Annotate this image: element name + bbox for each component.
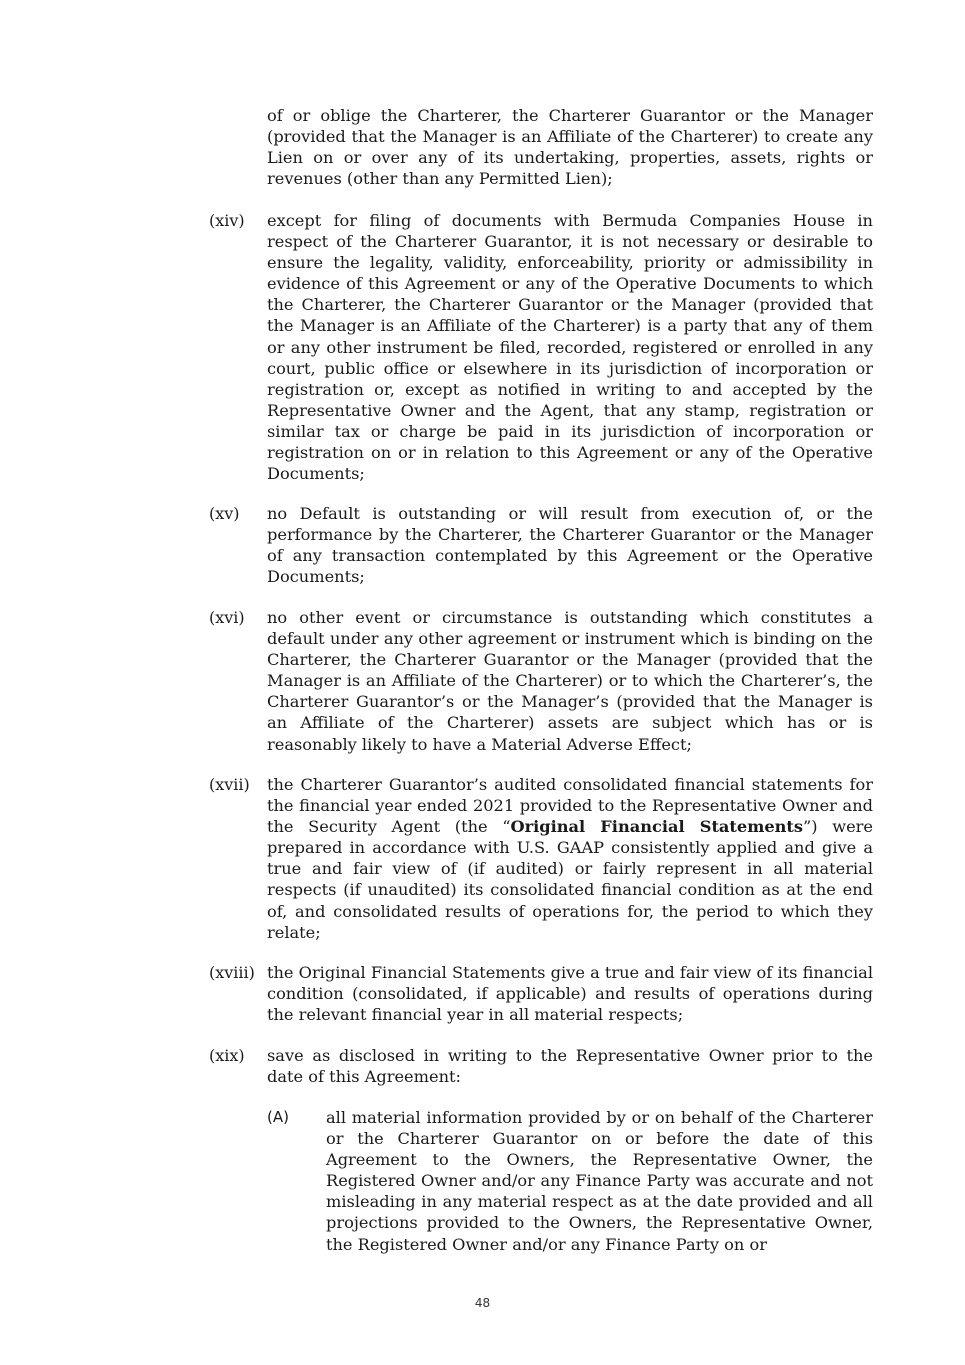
clause-text-xv: no Default is outstanding or will result from execution of, or the performance by the Charterer, the Charterer Guarantor or the Manager of any transaction contemplated by this Agreement or the Operative Documents; <box>267 504 873 587</box>
clause-text-xvii-before: the Charterer Guarantor’s audited consolidated financial statements for the financial year ended 2021 provided to the Representative Owner and the Security Agent (the “ <box>267 775 873 837</box>
clause-text-xvi: no other event or circumstance is outstanding which constitutes a default under any other agreement or instrument which is binding on the Charterer, the Charterer Guarantor or the Manager (provided that the Manager is an Affiliate of the Charterer) or to which the Charterer’s, the Charterer Guarantor’s or the Manager’s (provided that the Manager is an Affiliate of the Charterer) assets are subject which has or is reasonably likely to have a Material Adverse Effect; <box>267 608 873 754</box>
clause-label-xviii: (xviii) <box>209 963 255 982</box>
clause-text-xix: save as disclosed in writing to the Representative Owner prior to the date of this Agreement: <box>267 1046 873 1087</box>
clause-text-xviii: the Original Financial Statements give a true and fair view of its financial condition (consolidated, if applicable) and results of operations during the relevant financial year in all material respects; <box>267 963 873 1025</box>
clause-label-xiv: (xiv) <box>209 211 245 230</box>
clause-text-xiv: except for filing of documents with Bermuda Companies House in respect of the Charterer Guarantor, it is not necessary or desirable to ensure the legality, validity, enforceability, priority or admissibility in evidence of this Agreement or any of the Operative Documents to which the Charterer, the Charterer Guarantor or the Manager (provided that the Manager is an Affiliate of the Charterer) is a party that any of them or any other instrument be filed, recorded, registered or enrolled in any court, public office or elsewhere in its jurisdiction of incorporation or registration or, except as notified in writing to and accepted by the Representative Owner and the Agent, that any stamp, registration or similar tax or charge be paid in its jurisdiction of incorporation or registration on or in relation to this Agreement or any of the Operative Documents; <box>267 211 873 484</box>
continuation-paragraph: of or oblige the Charterer, the Charterer Guarantor or the Manager (provided that the Manager is an Affiliate of the Charterer) to create any Lien on or over any of its undertaking, properties, assets, rights or revenues (other than any Permitted Lien); <box>267 106 873 189</box>
defined-term-original-financial-statements: Original Financial Statements <box>510 817 803 837</box>
page-number: 48 <box>474 1296 491 1310</box>
clause-label-xix: (xix) <box>209 1046 245 1065</box>
clause-label-xvi: (xvi) <box>209 608 245 627</box>
clause-text-xvii <box>267 774 873 943</box>
clause-label-xvii: (xvii) <box>209 775 250 794</box>
clause-text-xvii-after: ”) were prepared in accordance with U.S. GAAP consistently applied and give a true and fair view of (if audited) or fairly represent in all material respects (if unaudited) its consolidated financial condition as at the end of, and consolidated results of operations for, the period to which they relate; <box>267 817 873 942</box>
clause-label-xv: (xv) <box>209 504 240 523</box>
subclause-text-a: all material information provided by or on behalf of the Charterer or the Charterer Guarantor on or before the date of this Agreement to the Owners, the Representative Owner, the Registered Owner and/or any Finance Party was accurate and not misleading in any material respect as at the date provided and all projections provided to the Owners, the Representative Owner, the Registered Owner and/or any Finance Party on or <box>326 1108 873 1254</box>
subclause-label-a: (A) <box>267 1108 289 1126</box>
